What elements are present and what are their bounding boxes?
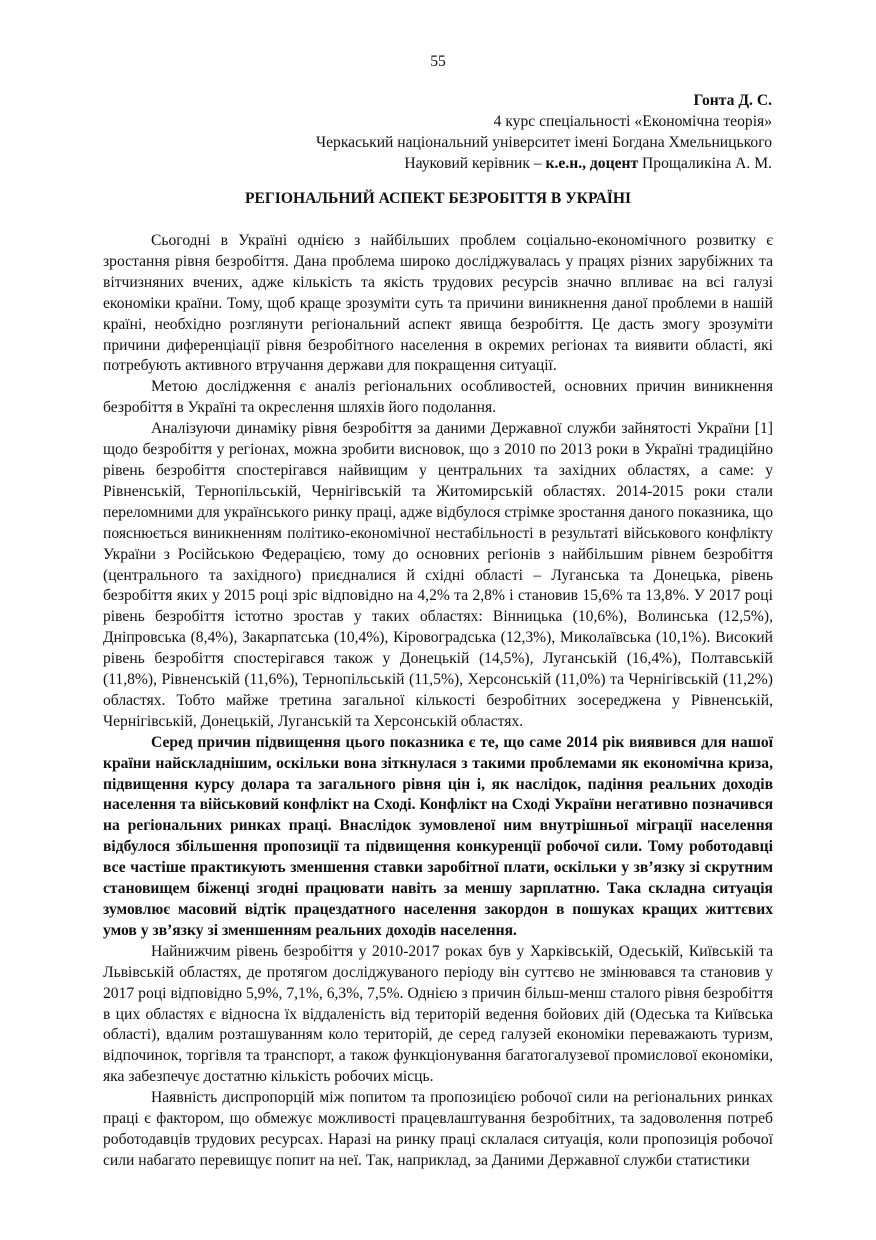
- supervisor-degree: к.е.н., доцент: [545, 154, 639, 172]
- article-body: [103, 231, 773, 1172]
- paragraph-dynamics: Аналізуючи динаміку рівня безробіття за даними Державної служби зайнятості України [1] щодо безробіття у регіонах, можна зробити висновок, що з 2010 по 2013 роки в Україні традиційно рівень безробіття спостерігався найвищим у центральних та західних областях, а саме: у Рівненській, Тернопільській, Чернігівській та Житомирській областях. 2014-2015 роки стали переломними для українського ринку праці, адже відбулося стрімке зростання даного показника, що пояснюється виникненням політико-економічної нестабільності в результаті військового конфлікту України з Російською Федерацією, тому до основних регіонів з найбільшим рівнем безробіття (центрального та західного) приєдналися й східні області – Луганська та Донецька, рівень безробіття яких у 2015 році зріс відповідно на 4,2% та 2,8% і становив 15,6% та 13,8%. У 2017 році рівень безробіття істотно зростав у таких областях: Вінницька (10,6%), Волинська (12,5%), Дніпровська (8,4%), Закарпатська (10,4%), Кіровоградська (12,3%), Миколаївська (10,1%). Високий рівень безробіття спостерігався також у Донецькій (14,5%), Луганській (16,4%), Полтавській (11,8%), Рівненській (11,6%), Тернопільській (11,5%), Херсонській (11,0%) та Чернігівській (11,2%) областях. Тобто майже третина загальної кількості безробітних зосереджена у Рівненській, Чернігівській, Донецькій, Луганській та Херсонській областях.: [103, 420, 773, 730]
- paragraph-goal: Метою дослідження є аналіз регіональних особливостей, основних причин виникнення безробіття в Україні та окреслення шляхів його подолання.: [103, 378, 773, 417]
- article-title: РЕГІОНАЛЬНИЙ АСПЕКТ БЕЗРОБІТТЯ В УКРАЇНІ: [244, 190, 632, 207]
- paragraph-disproportion: Наявність диспропорцій між попитом та пропозицією робочої сили на регіональних ринках праці є фактором, що обмежує можливості працевлаштування безробітних, та задоволення потреб роботодавців трудових ресурсах. Наразі на ринку праці склалася ситуація, коли пропозиція робочої сили набагато перевищує попит на неї. Так, наприклад, за Даними Державної служби статистики: [103, 1089, 773, 1169]
- page-number: 55: [430, 53, 446, 70]
- author-university: Черкаський національний університет імені Богдана Хмельницького: [315, 133, 772, 151]
- supervisor-line: [316, 154, 772, 175]
- supervisor-name: Прощаликіна А. М.: [642, 154, 772, 172]
- author-name: Гонта Д. С.: [693, 92, 772, 109]
- author-course: 4 курс спеціальності «Економічна теорія»: [493, 112, 772, 130]
- paragraph-causes: Серед причин підвищення цього показника є те, що саме 2014 рік виявився для нашої країни найскладнішим, оскільки вона зіткнулася з такими проблемами як економічна криза, підвищення курсу долара та загального рівня цін і, як наслідок, падіння реальних доходів населення та військовий конфлікт на Сході. Конфлікт на Сході України негативно позначився на регіональних ринках праці. Внаслідок зумовленої ним внутрішньої міграції населення відбулося збільшення пропозиції та підвищення конкуренції робочої сили. Тому роботодавці все частіше практикують зменшення ставки заробітної плати, оскільки у зв’язку зі скрутним становищем біженці згодні працювати навіть за меншу зарплатню. Така складна ситуація зумовлює масовий відтік працездатного населення закордон в пошуках кращих життєвих умов у зв’язку зі зменшенням реальних доходів населення.: [103, 733, 773, 939]
- author-block: [316, 91, 772, 175]
- paragraph-intro: Сьогодні в Україні однією з найбільших проблем соціально-економічного розвитку є зростання рівня безробіття. Дана проблема широко досліджувалась у працях різних зарубіжних та вітчизняних вчених, адже кількість та якість трудових ресурсів значно впливає на всі галузі економіки країни. Тому, щоб краще зрозуміти суть та причини виникнення даної проблеми в нашій країні, необхідно розглянути регіональний аспект явища безробіття. Це дасть змогу зрозуміти причини диференціації рівня безробітного населення в окремих регіонах та виявити області, які потребують активного втручання держави для покращення ситуації.: [103, 232, 773, 375]
- paragraph-lowest: Найнижчим рівень безробіття у 2010-2017 роках був у Харківській, Одеській, Київській та Львівській областях, де протягом досліджуваного періоду він суттєво не змінювався та становив у 2017 році відповідно 5,9%, 7,1%, 6,3%, 7,5%. Однією з причин більш-менш сталого рівня безробіття в цих областях є відносна їх віддаленість від територій ведення бойових дій (Одеська та Київська області), вдалим розташуванням коло територій, де серед галузей економіки переважають туризм, відпочинок, торгівля та транспорт, а також функціонування багатогалузевої промислової економіки, яка забезпечує достатню кількість робочих місць.: [103, 942, 773, 1086]
- supervisor-prefix: Науковий керівник –: [404, 154, 542, 172]
